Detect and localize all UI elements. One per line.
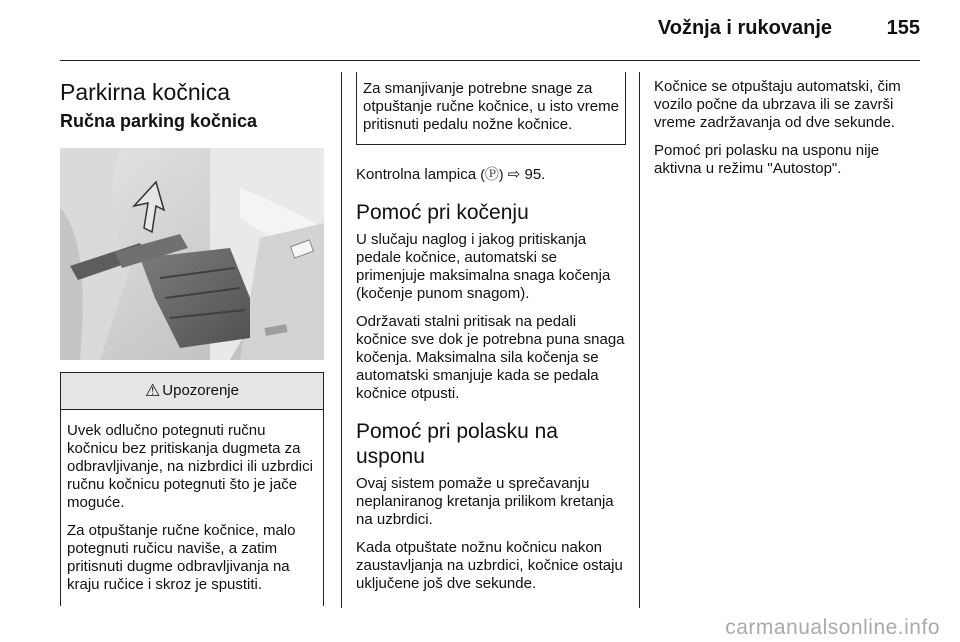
note-text: Za smanjivanje potrebne snage za otpuštanje ručne kočnice, u isto vreme pritisnuti pedalu nožne kočnice. [363,80,619,133]
body-paragraph: Kada otpuštate nožnu kočnicu nakon zaustavljanja na uzbrdici, kočnice ostaju uključene još dve sekunde. [356,539,623,592]
body-paragraph: U slučaju naglog i jakog pritiskanja pedale kočnice, automatski se primenjuje maksimalna snaga kočenja (kočenje punom snagom). [356,231,611,302]
warning-paragraph: Za otpuštanje ručne kočnice, malo potegnuti ručicu naviše, a zatim pritisnuti dugme odbravljivanja na kraju ručice i skroz je spustiti. [67,522,296,593]
warning-icon: ⚠ [145,381,161,400]
column-divider-1 [341,72,342,608]
watermark: carmanualsonline.info [725,616,940,639]
lamp-label: Kontrolna lampica [356,166,477,183]
column-3 [654,72,924,188]
column-2 [356,72,626,603]
subsection-title-hand-brake: Ručna parking kočnica [60,111,258,131]
warning-body [61,410,323,606]
section-title-hill-start-assist: Pomoć pri polasku na usponu [356,420,558,468]
body-paragraph: Održavati stalni pritisak na pedali kočnice sve dok je potrebna puna snaga kočenja. Maksimalna sila kočenja se automatski smanjuje kada se pedala kočnice otpusti. [356,313,625,402]
warning-title: Upozorenje [162,382,239,399]
body-paragraph: Pomoć pri polasku na usponu nije aktivna u režimu "Autostop". [654,142,880,177]
indicator-lamp-reference [356,165,626,184]
note-box [356,72,626,145]
header-divider [60,60,920,61]
section-title-brake-assist: Pomoć pri kočenju [356,201,529,224]
warning-box [60,372,324,606]
body-paragraph: Ovaj sistem pomaže u sprečavanju neplaniranog kretanja prilikom kretanja na uzbrdici. [356,475,614,528]
section-title-parking-brake: Parkirna kočnica [60,79,231,105]
running-header: Vožnja i rukovanje [657,17,832,39]
column-divider-2 [639,72,640,608]
hand-brake-photo [60,148,324,360]
warning-paragraph: Uvek odlučno potegnuti ručnu kočnicu bez pritiskanja dugmeta za odbravljivanje, na nizbrdici ili uzbrdici ručnu kočnicu potegnuti što je jače moguće. [67,422,313,511]
body-paragraph: Kočnice se otpuštaju automatski, čim vozilo počne da ubrzava ili se završi vreme zadržavanja od dve sekunde. [654,78,901,131]
warning-header [61,373,323,410]
page-number: 155 [886,17,920,39]
page-reference: 95. [524,166,546,183]
column-1 [60,72,324,606]
brake-lamp-icon: (Ⓟ) [480,166,504,182]
page-reference-arrow-icon: ⇨ [507,166,521,183]
